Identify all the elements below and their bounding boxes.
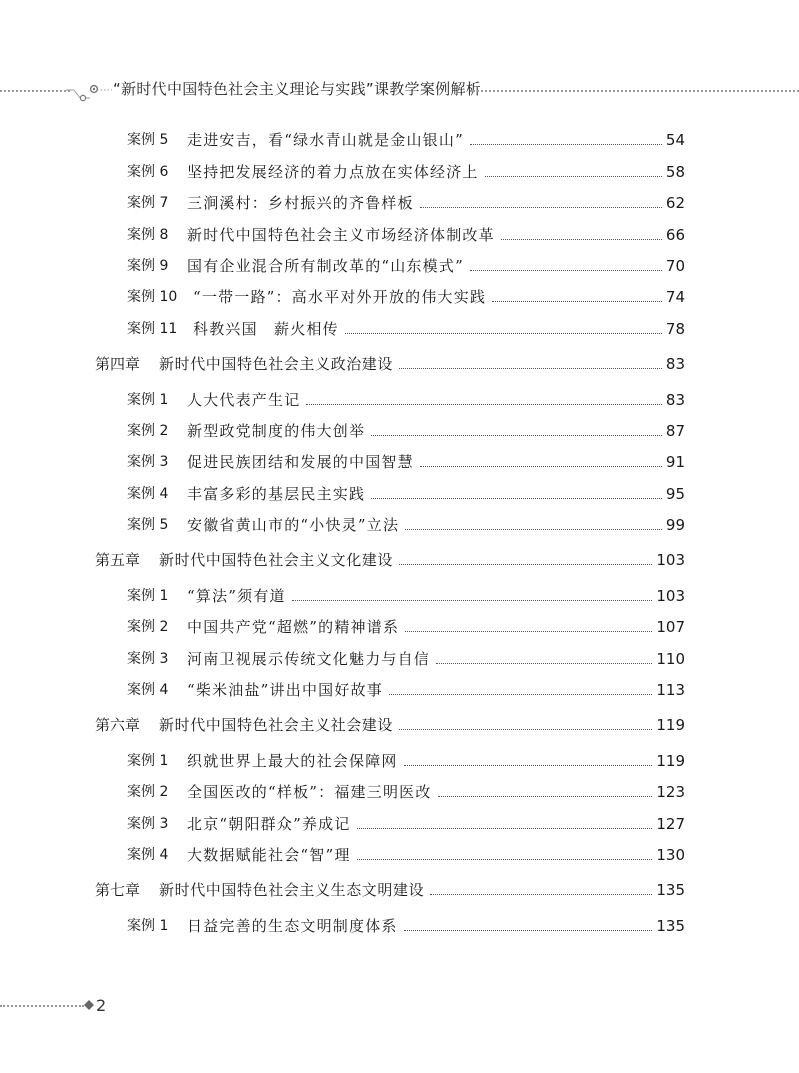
case-title: 河南卫视展示传统文化魅力与自信 (187, 649, 431, 668)
case-label: 案例 4 (127, 485, 169, 502)
case-label: 案例 2 (127, 619, 169, 636)
toc-case-entry[interactable] (95, 504, 685, 535)
dot-leader (371, 435, 662, 436)
toc-case-entry[interactable] (95, 637, 685, 668)
dot-leader (292, 600, 653, 601)
case-title: 三涧溪村：乡村振兴的齐鲁样板 (187, 194, 414, 213)
toc-chapter-entry[interactable] (95, 869, 685, 900)
header-dotted-rule-right (470, 90, 799, 92)
dot-leader (389, 694, 652, 695)
page-ref: 54 (665, 131, 685, 150)
case-title: “一带一路”：高水平对外开放的伟大实践 (193, 288, 487, 307)
case-label: 案例 6 (127, 163, 169, 180)
case-label: 案例 4 (127, 846, 169, 863)
dot-leader (405, 631, 652, 632)
chapter-title: 新时代中国特色社会主义社会建设 (159, 716, 394, 735)
dot-leader (420, 466, 662, 467)
case-label: 案例 5 (127, 517, 169, 534)
case-title: 安徽省黄山市的“小快灵”立法 (187, 516, 400, 535)
chapter-label: 第六章 (95, 716, 141, 735)
case-title: 全国医改的“样板”：福建三明医改 (187, 783, 432, 802)
case-label: 案例 3 (127, 815, 169, 832)
case-title: 坚持把发展经济的着力点放在实体经济上 (187, 162, 479, 181)
toc-case-entry[interactable] (95, 276, 685, 307)
dot-leader (404, 765, 653, 766)
case-label: 案例 11 (127, 320, 178, 337)
case-label: 案例 2 (127, 422, 169, 439)
dot-leader (306, 404, 662, 405)
case-title: 织就世界上最大的社会保障网 (187, 751, 398, 770)
toc-chapter-entry[interactable] (95, 539, 685, 570)
case-title: 北京“朝阳群众”养成记 (187, 814, 351, 833)
case-title: 人大代表产生记 (187, 390, 301, 409)
case-label: 案例 2 (127, 784, 169, 801)
header-title: “新时代中国特色社会主义理论与实践”课教学案例解析 (113, 80, 482, 98)
case-title: 科教兴国 薪火相传 (193, 319, 339, 338)
page-ref: 58 (665, 162, 685, 181)
case-title: 中国共产党“超燃”的精神谱系 (187, 618, 400, 637)
case-title: 新时代中国特色社会主义市场经济体制改革 (187, 225, 495, 244)
toc-case-entry[interactable] (95, 834, 685, 865)
dot-leader (399, 564, 652, 565)
chapter-title: 新时代中国特色社会主义政治建设 (159, 355, 394, 374)
page-ref: 130 (656, 845, 685, 864)
dot-leader (420, 207, 662, 208)
footer-dotted-rule (0, 1005, 84, 1007)
case-label: 案例 5 (127, 132, 169, 149)
toc-case-entry[interactable] (95, 739, 685, 770)
toc-case-entry[interactable] (95, 441, 685, 472)
toc-case-entry[interactable] (95, 904, 685, 935)
dot-leader (399, 368, 662, 369)
toc-case-entry[interactable] (95, 472, 685, 503)
page-ref: 87 (665, 421, 685, 440)
page-ref: 66 (665, 225, 685, 244)
case-title: “算法”须有道 (187, 586, 286, 605)
case-label: 案例 9 (127, 257, 169, 274)
toc-case-entry[interactable] (95, 307, 685, 338)
page-ref: 119 (656, 716, 685, 735)
case-title: “柴米油盐”讲出中国好故事 (187, 681, 383, 700)
case-title: 日益完善的生态文明制度体系 (187, 916, 398, 935)
page-ref: 62 (665, 194, 685, 213)
page-ref: 135 (656, 881, 685, 900)
page-ref: 123 (656, 783, 685, 802)
page-ref: 103 (656, 586, 685, 605)
dot-leader (345, 333, 662, 334)
case-label: 案例 4 (127, 682, 169, 699)
running-header (0, 74, 799, 108)
dot-leader (430, 894, 652, 895)
dot-leader (470, 270, 662, 271)
page-ref: 107 (656, 618, 685, 637)
page-ref: 99 (665, 516, 685, 535)
dot-leader (404, 930, 653, 931)
toc-case-entry[interactable] (95, 182, 685, 213)
case-label: 案例 1 (127, 391, 169, 408)
toc-case-entry[interactable] (95, 245, 685, 276)
case-title: 走进安吉，看“绿水青山就是金山银山” (187, 131, 464, 150)
page-ref: 119 (656, 751, 685, 770)
dot-leader (357, 859, 653, 860)
toc-case-entry[interactable] (95, 669, 685, 700)
case-label: 案例 7 (127, 195, 169, 212)
case-label: 案例 3 (127, 650, 169, 667)
toc-case-entry[interactable] (95, 213, 685, 244)
case-label: 案例 3 (127, 454, 169, 471)
toc-case-entry[interactable] (95, 150, 685, 181)
case-label: 案例 1 (127, 587, 169, 604)
page-ref: 103 (656, 551, 685, 570)
toc-case-entry[interactable] (95, 574, 685, 605)
chapter-title: 新时代中国特色社会主义文化建设 (159, 551, 394, 570)
page-ref: 113 (656, 681, 685, 700)
page-ref: 110 (656, 649, 685, 668)
diamond-icon (84, 1000, 94, 1010)
page-ref: 70 (665, 256, 685, 275)
toc-case-entry[interactable] (95, 410, 685, 441)
case-title: 丰富多彩的基层民主实践 (187, 484, 366, 503)
case-title: 新型政党制度的伟大创举 (187, 421, 366, 440)
page-ref: 95 (665, 484, 685, 503)
table-of-contents (95, 119, 685, 936)
toc-case-entry[interactable] (95, 119, 685, 150)
case-title: 国有企业混合所有制改革的“山东模式” (187, 256, 464, 275)
page-number: 2 (96, 996, 107, 1015)
chapter-label: 第四章 (95, 355, 141, 374)
toc-case-entry[interactable] (95, 378, 685, 409)
case-label: 案例 10 (127, 289, 178, 306)
chapter-label: 第七章 (95, 881, 141, 900)
chapter-label: 第五章 (95, 551, 141, 570)
case-title: 促进民族团结和发展的中国智慧 (187, 453, 414, 472)
toc-case-entry[interactable] (95, 606, 685, 637)
dot-leader (357, 828, 653, 829)
page-footer (0, 996, 200, 1016)
header-ornament-icon (66, 78, 116, 106)
page-ref: 78 (665, 319, 685, 338)
dot-leader (501, 239, 662, 240)
header-dotted-rule-left (0, 90, 70, 92)
toc-chapter-entry[interactable] (95, 704, 685, 735)
dot-leader (470, 144, 662, 145)
dot-leader (438, 796, 653, 797)
case-label: 案例 1 (127, 752, 169, 769)
page-ref: 83 (665, 390, 685, 409)
dot-leader (405, 529, 662, 530)
case-label: 案例 8 (127, 226, 169, 243)
dot-leader (399, 729, 652, 730)
dot-leader (436, 663, 652, 664)
page-ref: 91 (665, 453, 685, 472)
page-ref: 127 (656, 814, 685, 833)
chapter-title: 新时代中国特色社会主义生态文明建设 (159, 881, 425, 900)
toc-case-entry[interactable] (95, 771, 685, 802)
dot-leader (492, 301, 662, 302)
dot-leader (485, 176, 662, 177)
page-ref: 74 (665, 288, 685, 307)
page-ref: 83 (665, 355, 685, 374)
case-title: 大数据赋能社会“智”理 (187, 845, 351, 864)
toc-case-entry[interactable] (95, 802, 685, 833)
dot-leader (371, 498, 662, 499)
toc-chapter-entry[interactable] (95, 343, 685, 374)
case-label: 案例 1 (127, 917, 169, 934)
page-ref: 135 (656, 916, 685, 935)
